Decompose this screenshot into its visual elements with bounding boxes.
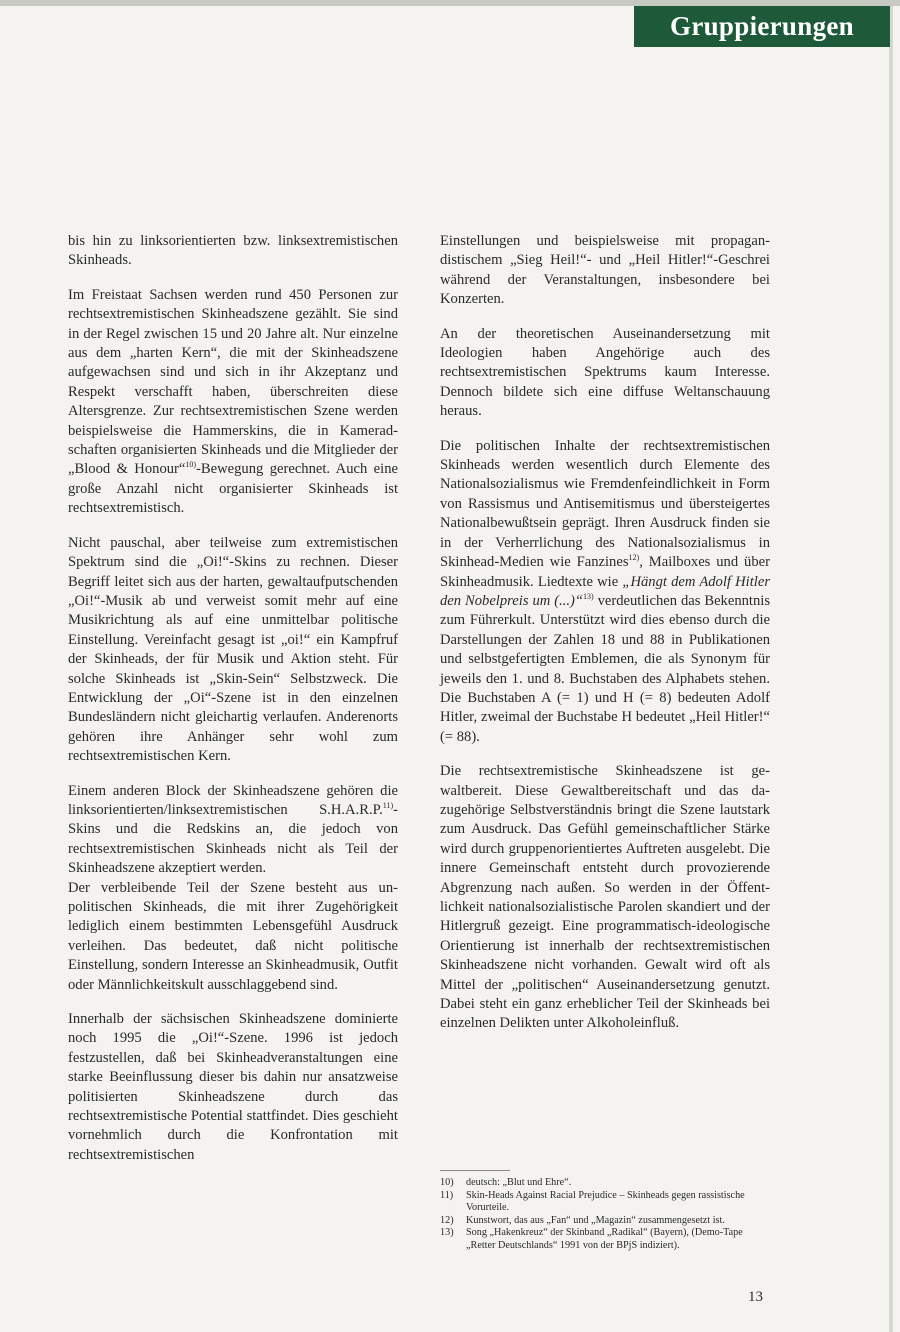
footnote-number: 11) <box>440 1189 454 1201</box>
footnote-ref: 11) <box>382 800 394 810</box>
song-quote: „Hängt dem Adolf Hitler den Nobelpreis um (...)“ <box>440 573 770 609</box>
footnote <box>440 1177 770 1190</box>
left-column <box>68 232 398 1180</box>
paragraph: Innerhalb der sächsischen Skinheadszene dominierte noch 1995 die „Oi!“-Szene. 1996 ist jedoch festzustellen, daß bei Skinheadveranstaltungen eine starke Beeinflussung dieser bis dahin nur ansatzweise politisierten Skinheadszene durch das rechtsextremistische Potential stattfindet. Dies geschieht vornehmlich durch die Konfrontation mit rechtsextremistischen <box>68 1011 398 1163</box>
paragraph: bis hin zu linksorientierten bzw. linksextremistischen Skinheads. <box>68 233 398 269</box>
footnote-ref: 10) <box>185 460 197 470</box>
section-title: Gruppierungen <box>634 6 890 47</box>
paragraph: An der theoretischen Auseinandersetzung mit Ideologien haben Angehörige auch des rechtsextremistischen Spektrums kaum Interesse. Dennoch bildete sich eine diffuse Weltanschauung heraus. <box>440 325 770 420</box>
footnote-number: 12) <box>440 1214 454 1226</box>
paragraph: Die rechtsextremistische Skinheadszene ist gewaltbereit. Diese Gewaltbereitschaft und das dazugehörige Selbstverständnis bringt die Szene lautstark zum Ausdruck. Das Gefühl gemeinschaftlicher Stärke wird durch gruppenorientiertes Auftreten ausgelebt. Die innere Gemeinschaft entsteht durch provozierende Abgrenzung nach außen. So werden in der Öffentlichkeit nationalsozialistische Parolen skandiert und der Hitlergruß gezeigt. Eine programmatisch-ideologische Orientierung ist innerhalb der rechtsextremistischen Skinheadszene nicht vorhanden. Gewalt wird oft als Mittel der „politischen“ Auseinandersetzung genutzt. Dabei steht ein ganz erheblicher Teil der Skinheads bei einzelnen Delikten unter Alkoholeinfluß. <box>440 763 770 1032</box>
paragraph-text: Die politischen Inhalte der rechtsextremistischen Skinheads werden wesentlich durch Elemente des Nationalsozialismus wie Fremdenfeindlichkeit in Form von Rassismus und Antisemitismus und übersteigertes Nationalbewußtsein geprägt. Ihren Ausdruck finden sie in der Verherrlichung des Nationalsozialismus in Skinhead-Medien wie Fanzines <box>440 437 770 571</box>
paragraph <box>68 782 398 879</box>
footnote-text: Kunstwort, das aus „Fan“ und „Magazin“ zusammengesetzt ist. <box>466 1214 725 1226</box>
page-number: 13 <box>748 1289 763 1305</box>
paragraph-text: verdeutlichen das Bekenntnis zum Führerkult. Unterstützt wird dies ebenso durch die Darstellungen der Zahlen 18 und 88 in Publikationen und selbstgefertigten Emblemen, die als Synonym für jeweils den 1. und 8. Buchstaben des Alphabets stehen. Die Buchstaben A (= 1) und H (= 8) bedeuten Adolf Hitler, zweimal der Buchstabe H bedeutet „Heil Hitler!“ (= 88). <box>440 592 771 745</box>
paragraph-text: Einem anderen Block der Skinheadszene gehören die linksorientierten/linksextremistischen S.H.A.R.P. <box>68 782 398 818</box>
footnote-divider <box>440 1170 510 1171</box>
paragraph: Einstellungen und beispielsweise mit propagandistischem „Sieg Heil!“- und „Heil Hitler!“-Geschrei während der Veranstaltungen, insbesondere bei Konzerten. <box>440 233 770 308</box>
footnote-number: 10) <box>440 1177 454 1188</box>
footnote <box>440 1215 770 1228</box>
paragraph-text: -Skins und die Redskins an, die jedoch von rechtsextremistischen Skinheads nicht als Teil der Skinheadszene akzeptiert werden. <box>68 801 398 877</box>
footnote <box>440 1190 770 1215</box>
paragraph-text: , Mailboxes und über Skinheadmusik. Liedtexte wie <box>440 554 770 590</box>
footnote-number: 13) <box>440 1227 454 1239</box>
paragraph-text: Im Freistaat Sachsen werden rund 450 Personen zur rechtsextremistischen Skinheadszene gezählt. Sie sind in der Regel zwischen 15 und 20 Jahre alt. Nur einzelne aus dem „harten Kern“, die mit der Skinheadszene aufgewachsen sind und sich in ihr Akzeptanz und Respekt verschafft haben, überschreiten diese Altersgrenze. Zur rechtsextremistischen Szene werden beispielsweise die Hammerskins, die in Kameradschaften organisierten Skinheads und die Mitglieder der „Blood & Honour“ <box>68 286 398 478</box>
paragraph <box>68 286 398 519</box>
footnote-text: Skin-Heads Against Racial Prejudice – Skinheads gegen rassistische Vorurteile. <box>466 1189 745 1214</box>
footnote-text: Song „Hakenkreuz“ der Skinband „Radikal“ (Bayern), (Demo-Tape „Retter Deutschlands“ 1991 von der BPjS indiziert). <box>466 1227 743 1251</box>
paragraph: Der verbleibende Teil der Szene besteht aus unpolitischen Skinheads, die mit ihrer Zugehörigkeit lediglich einem bestimmten Lebensgefühl Ausdruck verleihen. Das bedeutet, daß nicht politische Einstellung, sondern Interesse an Skinheadmusik, Outfit oder Männlichkeitskult ausschlaggebend sind. <box>68 879 398 993</box>
footnote-text: deutsch: „Blut und Ehre“. <box>466 1177 572 1188</box>
paragraph <box>440 437 770 748</box>
footnotes <box>440 1170 770 1253</box>
footnote-ref: 13) <box>583 591 594 601</box>
right-column <box>440 232 770 1049</box>
right-margin-rule <box>889 6 893 1332</box>
paragraph: Nicht pauschal, aber teilweise zum extremistischen Spektrum sind die „Oi!“-Skins zu rechnen. Dieser Begriff leitet sich aus der harten, gewaltaufputschenden „Oi!“-Musik ab und verweist somit mehr auf eine Musikrichtung als auf eine unmittelbar politische Einstellung. Vereinfacht gesagt ist „oi!“ ein Kampfruf der Skinheads, der für Musik und Aktion steht. Für solche Skinheads ist „Skin-Sein“ Selbstzweck. Die Entwicklung der „Oi“-Szene ist in den einzelnen Bundesländern nicht gleichartig verlaufen. Anderenorts gehören ihre Anhänger sehr wohl zum rechtsextremistischen Kern. <box>68 534 398 765</box>
footnote <box>440 1227 770 1252</box>
footnote-ref: 12) <box>628 553 640 563</box>
paragraph-text: -Bewegung gerechnet. Auch eine große Anzahl nicht organisierter Skinheads ist rechtsextremistisch. <box>68 461 398 517</box>
